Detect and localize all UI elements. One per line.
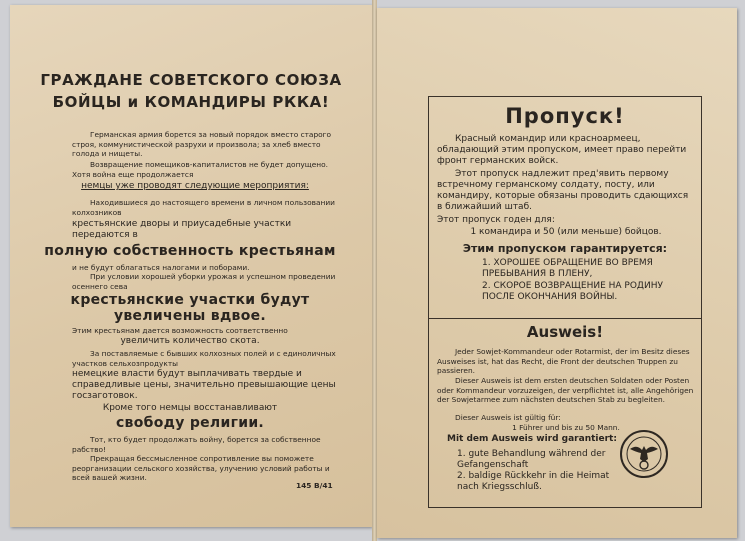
eagle-emblem-icon xyxy=(620,430,668,478)
ausweis-guarantee-1: 1. gute Behandlung während der Gefangenschaft xyxy=(457,449,606,470)
livestock-statement: увеличить количество скота. xyxy=(120,336,260,346)
ausweis-valid-for: Dieser Ausweis ist gültig für: xyxy=(455,413,561,422)
ownership-statement: полную собственность крестьянам xyxy=(44,243,336,259)
paragraph-12: За поставляемые с бывших колхозных полей и с единоличных участков сельхозпродукты xyxy=(72,349,336,368)
right-leaflet xyxy=(377,8,737,538)
propusk-text-2: Этот пропуск надлежит пред'явить первому встречному германскому солдату, посту, или командиру, которые обязаны проводить сдающихся в ближайший штаб. xyxy=(437,169,689,212)
propusk-guarantee-1: 1. ХОРОШЕЕ ОБРАЩЕНИЕ ВО ВРЕМЯ ПРЕБЫВАНИЯ В ПЛЕНУ, xyxy=(482,258,653,279)
title-line-2: БОЙЦЫ и КОМАНДИРЫ РККА! xyxy=(52,93,330,111)
print-code: 145 В/41 xyxy=(296,481,333,490)
paragraph-1: Германская армия борется за новый порядок вместо старого строя, коммунистической разрухи и произвола; за хлеб вместо голода и нищеты. xyxy=(72,130,332,159)
paragraph-10: Этим крестьянам дается возможность соответственно xyxy=(72,326,288,335)
paragraph-2: Возвращение помещиков-капиталистов не будет допущено. Хотя война еще продолжается xyxy=(72,160,328,179)
propusk-valid-for: Этот пропуск годен для: xyxy=(437,215,555,225)
paragraph-5: крестьянские дворы и приусадебные участки передаются в xyxy=(72,219,292,240)
title-line-1: ГРАЖДАНЕ СОВЕТСКОГО СОЮЗА xyxy=(40,71,342,89)
propusk-guarantee-heading: Этим пропуском гарантируется: xyxy=(462,242,668,255)
prices-statement: немецкие власти будут выплачивать твердые и справедливые цены, значительно превышающие цены госзаготовок. xyxy=(72,369,336,401)
propusk-text-1: Красный командир или красноармеец, обладающий этим пропуском, имеет право перейти фронт германских войск. xyxy=(437,134,687,166)
ausweis-guarantee-heading: Mit dem Ausweis wird garantiert: xyxy=(447,434,617,444)
paragraph-17: Прекращая бессмысленное сопротивление вы поможете реорганизации сельского хозяйства, улучению условий работы и всей вашей жизни. xyxy=(72,454,330,483)
measures-heading: немцы уже проводят следующие мероприятия: xyxy=(81,181,309,191)
propusk-valid-count: 1 командира и 50 (или меньше) бойцов. xyxy=(470,227,662,237)
paragraph-4: Находившиеся до настоящего времени в личном пользовании колхозников xyxy=(72,198,335,217)
ausweis-text-2: Dieser Ausweis ist dem ersten deutschen Soldaten oder Posten oder Kommandeur vorzuzeigen, der verpflichtet ist, alle Angehörigen der Sowjetarmee zum nächsten deutschen Stab zu begleiten. xyxy=(437,376,694,405)
propusk-guarantee-2: 2. СКОРОЕ ВОЗВРАЩЕНИЕ НА РОДИНУ ПОСЛЕ ОКОНЧАНИЯ ВОЙНЫ. xyxy=(482,281,663,302)
paragraph-14: Кроме того немцы восстанавливают xyxy=(102,403,278,413)
left-leaflet xyxy=(10,5,372,527)
paragraph-16: Тот, кто будет продолжать войну, борется за собственное рабство! xyxy=(72,435,321,454)
ausweis-guarantee-2: 2. baldige Rückkehr in die Heimat nach Kriegsschluß. xyxy=(457,471,610,492)
plots-doubled-statement: крестьянские участки будут увеличены вдвое. xyxy=(70,292,310,324)
pass-divider xyxy=(428,318,702,319)
paragraph-8: При условии хорошей уборки урожая и успешном проведении осеннего сева xyxy=(72,272,336,291)
ausweis-title: Ausweis! xyxy=(526,323,604,341)
propusk-title: Пропуск! xyxy=(505,104,625,128)
paragraph-7: и не будут облагаться налогами и поборами. xyxy=(72,263,250,272)
religion-statement: свободу религии. xyxy=(115,415,265,431)
ausweis-valid-count: 1 Führer und bis zu 50 Mann. xyxy=(512,423,620,432)
ausweis-text-1: Jeder Sowjet-Kommandeur oder Rotarmist, der im Besitz dieses Ausweises ist, hat das Recht, die Front der deutschen Truppen zu passieren. xyxy=(437,347,690,376)
